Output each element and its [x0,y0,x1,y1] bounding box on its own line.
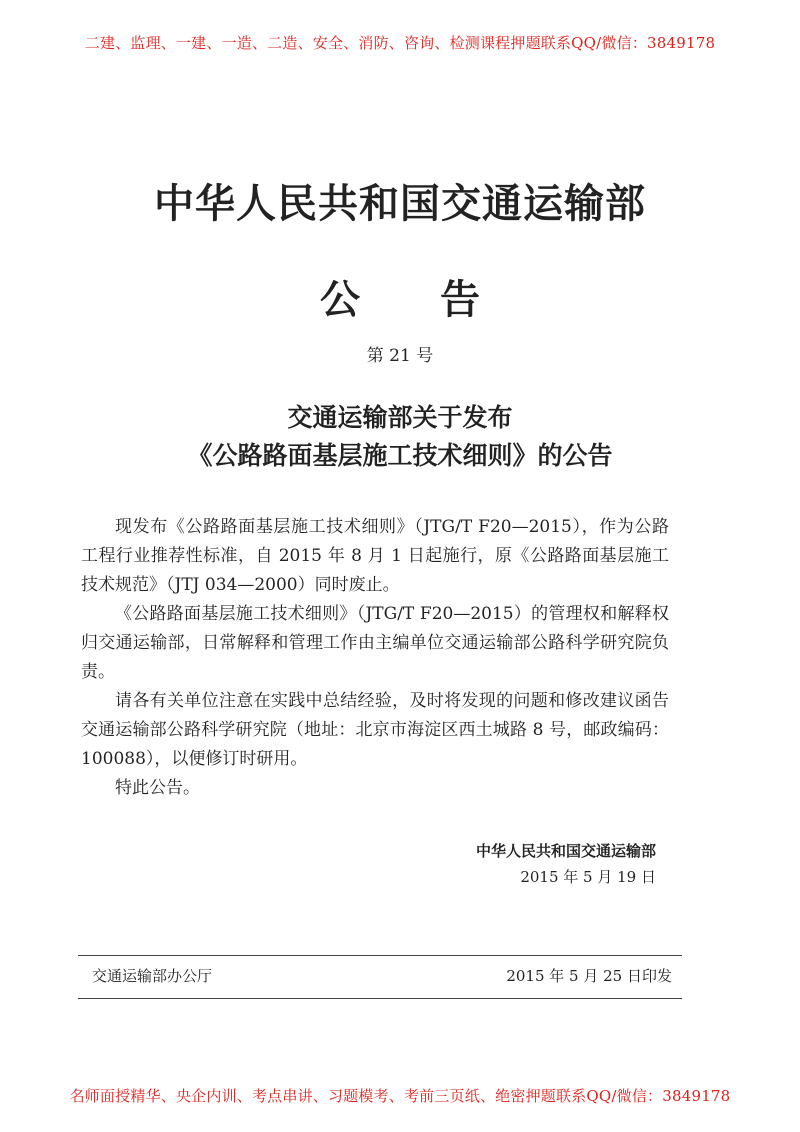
body-paragraph-2: 《公路路面基层施工技术细则》（JTG/T F20—2015）的管理权和解释权归交通运输部，日常解释和管理工作由主编单位交通运输部公路科学研究院负责。 [81,604,669,682]
body-paragraph-3: 请各有关单位注意在实践中总结经验，及时将发现的问题和修改建议函告交通运输部公路科学研究院（地址：北京市海淀区西土城路 8 号，邮政编码：100088），以便修订时研用。 [81,691,669,769]
body-paragraph-1: 现发布《公路路面基层施工技术细则》（JTG/T F20—2015），作为公路工程行业推荐性标准，自 2015 年 8 月 1 日起施行，原《公路路面基层施工技术规范》（JTJ 034—2000）同时废止。 [81,517,669,595]
announcement-char-1: 公 [320,276,360,323]
announcement-heading [0,268,800,325]
announcement-number: 第 21 号 [366,346,434,366]
signature-date: 2015 年 5 月 19 日 [520,868,656,886]
body-paragraph-4: 特此公告。 [115,778,200,798]
issue-date: 2015 年 5 月 25 日印发 [506,967,672,985]
ministry-heading: 中华人民共和国交通运输部 [154,180,646,227]
announcement-body [81,513,669,803]
issuing-office: 交通运输部办公厅 [92,967,213,985]
footer-rule-top [78,955,682,956]
signature-block [476,838,656,890]
bottom-banner: 名师面授精华、央企内训、考点串讲、习题模考、考前三页纸、绝密押题联系QQ/微信：3849178 [69,1087,731,1105]
top-banner: 二建、监理、一建、一造、二造、安全、消防、咨询、检测课程押题联系QQ/微信：3849178 [84,34,716,52]
document-title-line-2: 《公路路面基层施工技术细则》的公告 [187,441,613,470]
announcement-char-2: 告 [440,276,480,323]
document-title-line-1: 交通运输部关于发布 [287,403,513,432]
signature-org: 中华人民共和国交通运输部 [475,842,656,860]
footer-rule-bottom [78,998,682,999]
